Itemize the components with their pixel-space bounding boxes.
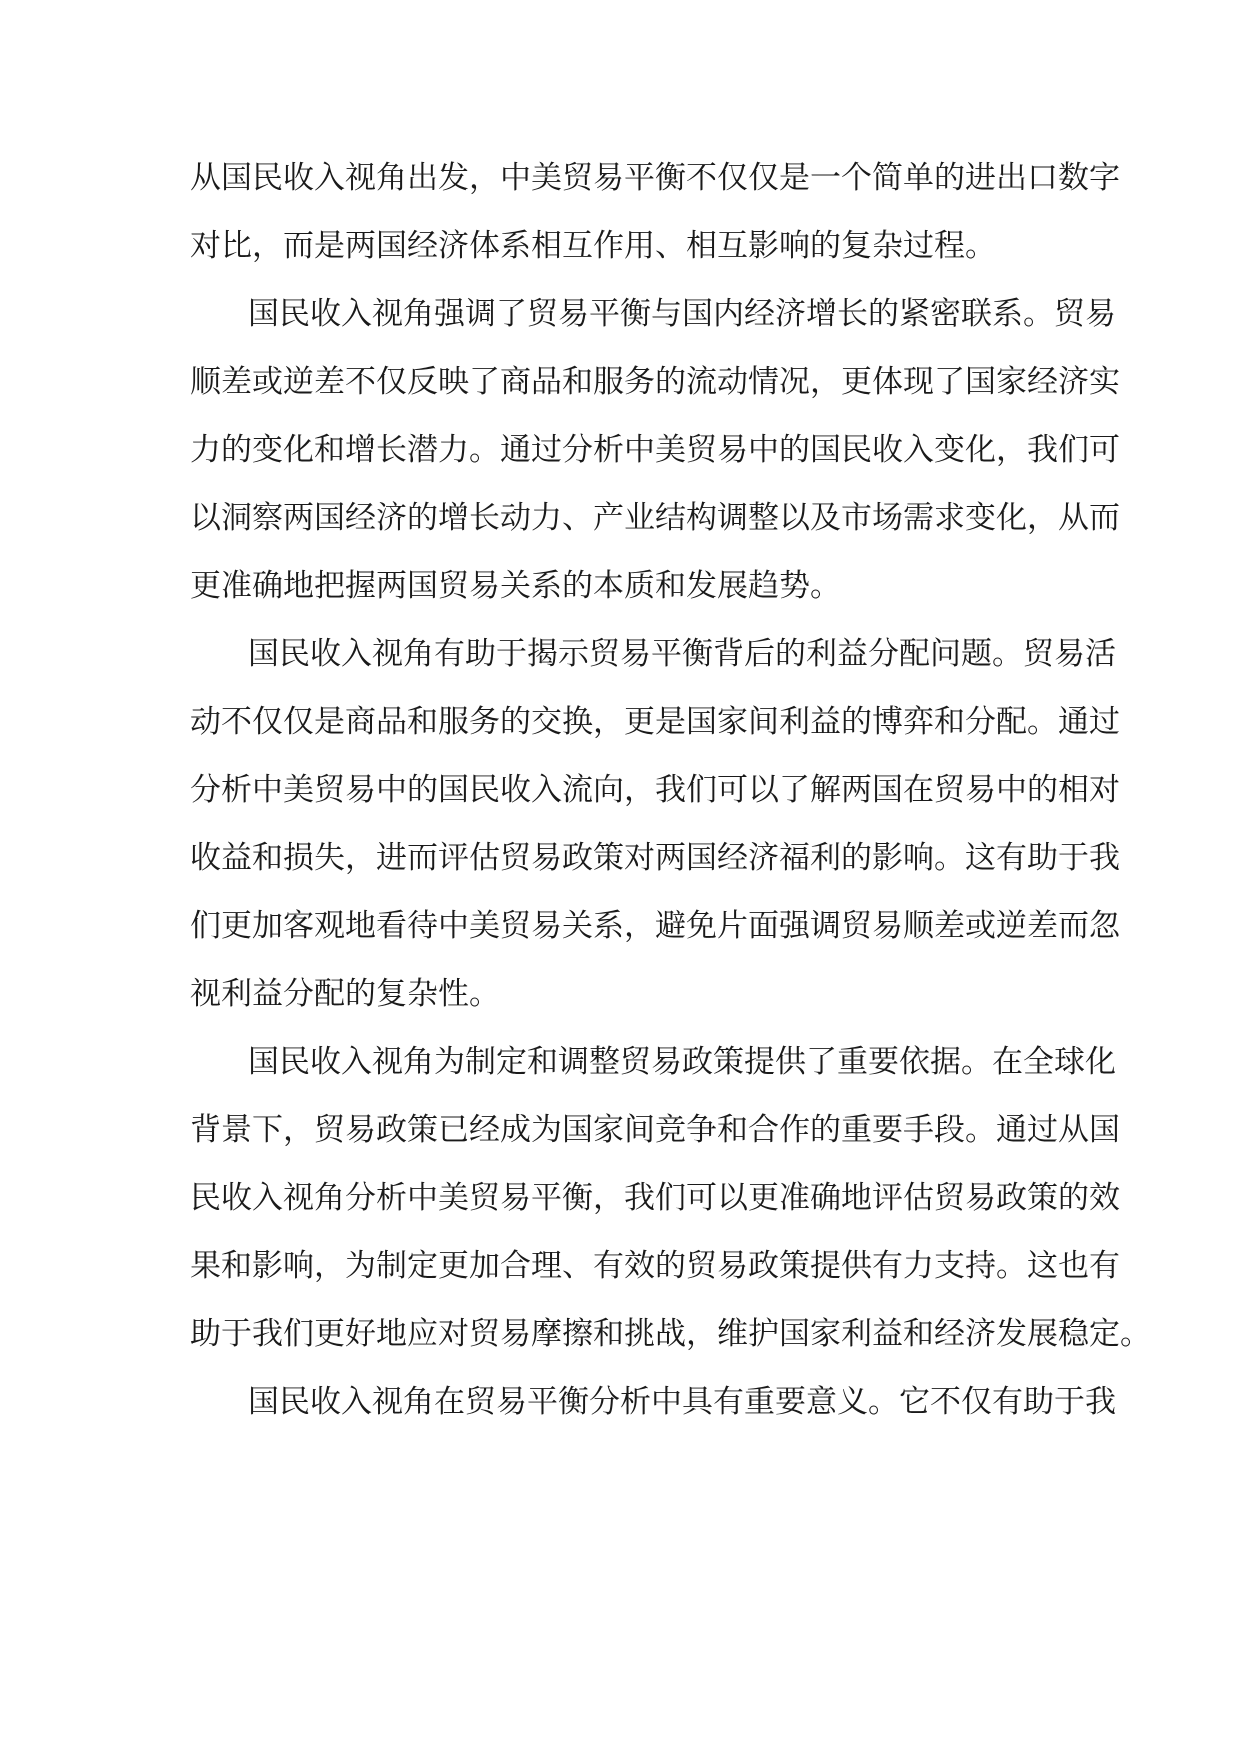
text-line: 以洞察两国经济的增长动力、产业结构调整以及市场需求变化，从而	[190, 500, 1120, 536]
text-line: 顺差或逆差不仅反映了商品和服务的流动情况，更体现了国家经济实	[190, 364, 1120, 400]
text-line: 对比，而是两国经济体系相互作用、相互影响的复杂过程。	[190, 228, 996, 264]
text-line: 果和影响，为制定更加合理、有效的贸易政策提供有力支持。这也有	[190, 1248, 1120, 1284]
text-line: 视利益分配的复杂性。	[190, 976, 500, 1012]
body-text	[190, 144, 1151, 1436]
text-line: 们更加客观地看待中美贸易关系，避免片面强调贸易顺差或逆差而忽	[190, 908, 1120, 944]
text-line: 国民收入视角在贸易平衡分析中具有重要意义。它不仅有助于我	[248, 1384, 1116, 1420]
text-line: 国民收入视角有助于揭示贸易平衡背后的利益分配问题。贸易活	[248, 636, 1116, 672]
text-line: 国民收入视角强调了贸易平衡与国内经济增长的紧密联系。贸易	[248, 296, 1116, 332]
text-line: 力的变化和增长潜力。通过分析中美贸易中的国民收入变化，我们可	[190, 432, 1120, 468]
text-line: 从国民收入视角出发，中美贸易平衡不仅仅是一个简单的进出口数字	[190, 160, 1120, 196]
text-line: 背景下，贸易政策已经成为国家间竞争和合作的重要手段。通过从国	[190, 1112, 1120, 1148]
text-line: 分析中美贸易中的国民收入流向，我们可以了解两国在贸易中的相对	[190, 772, 1120, 808]
text-line: 动不仅仅是商品和服务的交换，更是国家间利益的博弈和分配。通过	[190, 704, 1120, 740]
text-line: 国民收入视角为制定和调整贸易政策提供了重要依据。在全球化	[248, 1044, 1116, 1080]
text-line: 民收入视角分析中美贸易平衡，我们可以更准确地评估贸易政策的效	[190, 1180, 1120, 1216]
text-line: 更准确地把握两国贸易关系的本质和发展趋势。	[190, 568, 841, 604]
text-line: 助于我们更好地应对贸易摩擦和挑战，维护国家利益和经济发展稳定。	[190, 1316, 1151, 1352]
text-line: 收益和损失，进而评估贸易政策对两国经济福利的影响。这有助于我	[190, 840, 1120, 876]
